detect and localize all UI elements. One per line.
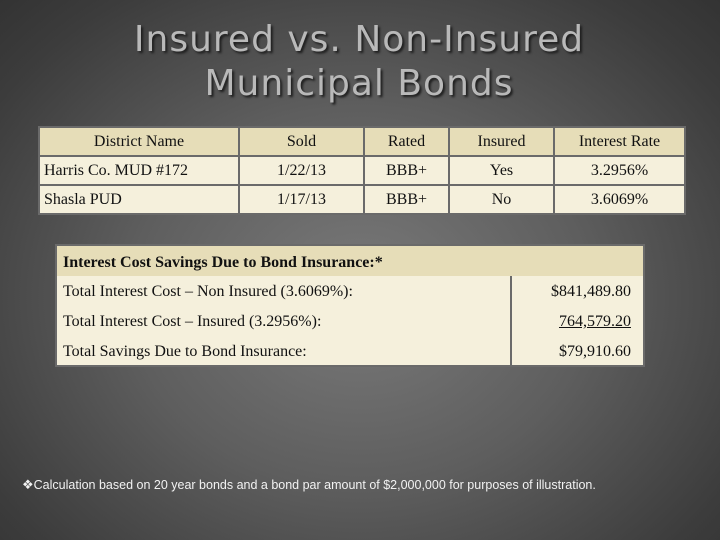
savings-label: Total Interest Cost – Insured (3.2956%): [63,313,322,330]
col-header-rated: Rated [364,127,449,156]
cell-sold: 1/17/13 [239,185,364,214]
cell-rated: BBB+ [364,185,449,214]
cell-rated: BBB+ [364,156,449,185]
cell-sold: 1/22/13 [239,156,364,185]
page-title [0,18,720,106]
col-header-insured: Insured [449,127,554,156]
col-header-interest-rate: Interest Rate [554,127,685,156]
savings-label: Total Savings Due to Bond Insurance: [63,343,307,360]
cell-interest-rate: 3.2956% [554,156,685,185]
col-header-sold: Sold [239,127,364,156]
savings-value: $79,910.60 [559,343,631,360]
savings-row-total [63,338,639,365]
cell-insured: No [449,185,554,214]
savings-box [55,244,645,367]
savings-value: 764,579.20 [559,313,631,330]
col-header-district: District Name [39,127,239,156]
cell-district: Harris Co. MUD #172 [39,156,239,185]
cell-insured: Yes [449,156,554,185]
footnote-text: Calculation based on 20 year bonds and a bond par amount of $2,000,000 for purposes of illustration. [33,478,596,492]
diamond-bullet-icon: ❖ [22,477,34,492]
savings-value: $841,489.80 [551,283,631,300]
title-line-2: Municipal Bonds [204,63,514,104]
savings-row-insured [63,308,639,335]
cell-interest-rate: 3.6069% [554,185,685,214]
bond-comparison-table [38,126,686,215]
savings-heading: Interest Cost Savings Due to Bond Insurance:* [57,246,643,276]
title-line-1: Insured vs. Non-Insured [133,19,585,60]
cell-district: Shasla PUD [39,185,239,214]
savings-row-non-insured [63,278,639,305]
footnote [22,477,596,493]
table-row [39,156,685,185]
savings-label: Total Interest Cost – Non Insured (3.6069%): [63,283,353,300]
table-row [39,185,685,214]
table-header-row [39,127,685,156]
